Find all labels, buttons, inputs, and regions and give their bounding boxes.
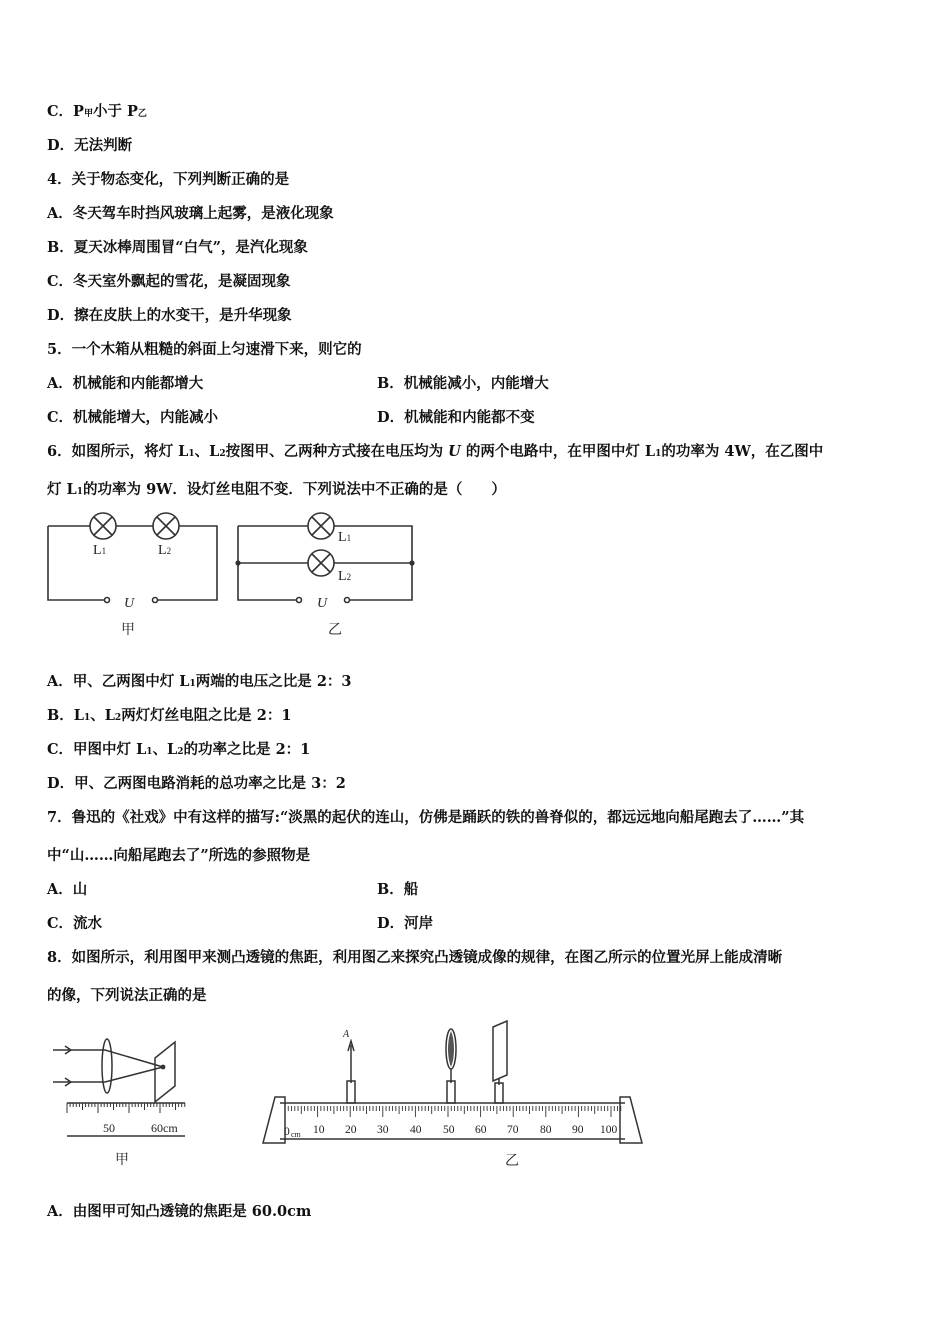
yi-tick-0: 0	[284, 1126, 290, 1138]
jia-ruler-ticks	[67, 1103, 185, 1113]
q8-figure-jia	[45, 1028, 195, 1173]
fig-label-u-yi: U	[317, 596, 328, 611]
q5-option-d: D．机械能和内能都不变	[377, 409, 535, 426]
q5-option-c: C．机械能增大，内能减小	[47, 409, 219, 426]
fig-label-yi-l1: L1	[338, 530, 352, 545]
yi-object-label: A	[343, 1029, 350, 1040]
yi-tick-10: 10	[313, 1124, 325, 1136]
yi-tick-100: 100	[600, 1124, 618, 1136]
yi-tick-60: 60	[475, 1124, 487, 1136]
q5-option-b: B．机械能减小，内能增大	[377, 375, 549, 392]
q4-option-a: A．冬天驾车时挡风玻璃上起雾，是液化现象	[47, 205, 334, 222]
q3-option-c: C．P甲小于 P乙	[47, 103, 147, 120]
q6-stem-line1: 6．如图所示，将灯 L1、L2按图甲、乙两种方式接在电压均为 U 的两个电路中，在甲图中灯 L1的功率为 4W，在乙图中	[47, 443, 824, 460]
q6-circuit-figure	[40, 508, 430, 643]
yi-tick-40: 40	[410, 1124, 422, 1136]
fig-label-u-jia: U	[124, 596, 135, 611]
q7-option-d: D．河岸	[377, 915, 434, 932]
q6-stem-line2: 灯 L1的功率为 9W．设灯丝电阻不变．下列说法中不正确的是（ ）	[47, 481, 506, 498]
yi-tick-80: 80	[540, 1124, 552, 1136]
jia-tick-50: 50	[103, 1121, 115, 1135]
yi-ruler-ticks	[285, 1106, 621, 1117]
yi-tick-20: 20	[345, 1124, 357, 1136]
q6-option-b: B．L1、L2两灯灯丝电阻之比是 2：1	[47, 707, 292, 724]
fig-label-l1: L1	[93, 543, 107, 558]
q7-option-b: B．船	[377, 881, 419, 898]
q4-option-c: C．冬天室外飘起的雪花，是凝固现象	[47, 273, 291, 290]
jia-caption: 甲	[115, 1153, 129, 1168]
fig-caption-yi: 乙	[328, 623, 342, 638]
q7-stem-line1: 7．鲁迅的《社戏》中有这样的描写:“淡黑的起伏的连山，仿佛是踊跃的铁的兽脊似的，都远远地向船尾跑去了……”其	[47, 809, 805, 826]
yi-caption: 乙	[505, 1154, 519, 1169]
q6-option-c: C．甲图中灯 L1、L2的功率之比是 2：1	[47, 741, 311, 758]
q7-option-a: A．山	[47, 881, 88, 898]
fig-label-l2: L2	[158, 543, 172, 558]
q5-option-a: A．机械能和内能都增大	[47, 375, 204, 392]
q5-stem: 5．一个木箱从粗糙的斜面上匀速滑下来，则它的	[47, 341, 362, 358]
q6-option-d: D．甲、乙两图电路消耗的总功率之比是 3：2	[47, 775, 346, 792]
jia-tick-60: 60cm	[151, 1121, 178, 1135]
fig-label-yi-l2: L2	[338, 569, 352, 584]
q4-stem: 4．关于物态变化，下列判断正确的是	[47, 171, 290, 188]
q7-stem-line2: 中“山……向船尾跑去了”所选的参照物是	[47, 847, 311, 864]
fig-caption-jia: 甲	[121, 623, 135, 638]
yi-tick-cm: cm	[291, 1130, 301, 1139]
q8-option-a: A．由图甲可知凸透镜的焦距是 60.0cm	[47, 1203, 312, 1220]
yi-tick-90: 90	[572, 1124, 584, 1136]
q4-option-b: B．夏天冰棒周围冒“白气”，是汽化现象	[47, 239, 308, 256]
yi-tick-30: 30	[377, 1124, 389, 1136]
q7-option-c: C．流水	[47, 915, 103, 932]
q3-option-d: D．无法判断	[47, 137, 133, 154]
q8-figure-yi	[255, 1015, 650, 1175]
yi-tick-50: 50	[443, 1124, 455, 1136]
yi-tick-70: 70	[507, 1124, 519, 1136]
q6-option-a: A．甲、乙两图中灯 L1两端的电压之比是 2：3	[47, 673, 352, 690]
q8-stem-line1: 8．如图所示，利用图甲来测凸透镜的焦距，利用图乙来探究凸透镜成像的规律，在图乙所示的位置光屏上能成清晰	[47, 949, 783, 966]
q4-option-d: D．擦在皮肤上的水变干，是升华现象	[47, 307, 292, 324]
q8-stem-line2: 的像，下列说法正确的是	[47, 987, 207, 1004]
